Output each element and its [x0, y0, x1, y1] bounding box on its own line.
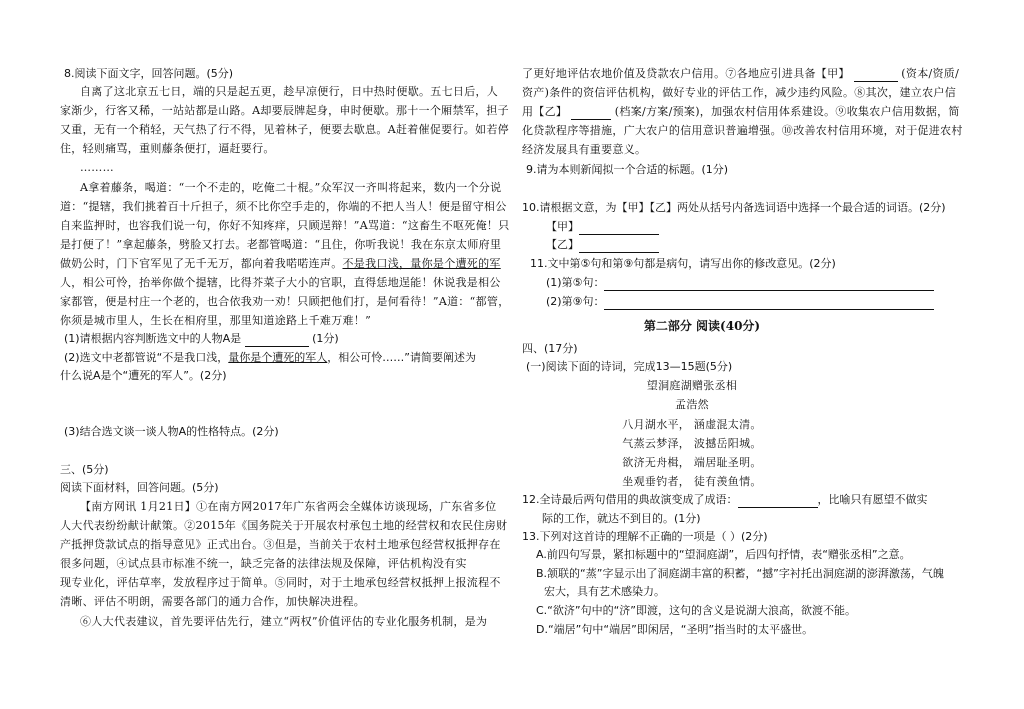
q8-q1-score: (1分) [312, 332, 339, 345]
q13-opt-c: C.“欲济”句中的“济”即渡，这句的含义是说湖大浪高，欲渡不能。 [536, 604, 856, 617]
sec3-r-line2: 资产)条件的资信评估机构，做好专业的评估工作，减少违约风险。⑧其次，建立农户信 [522, 86, 956, 99]
q8-p2-line4: 是打便了！”拿起藤条，劈脸又打去。老都管喝道：“且住，你听我说！我在东京太师府里 [60, 238, 502, 251]
q8-p1-line1: 自离了这北京五七日，端的只是起五更，趁早凉便行，日中热时便歇。五七日后，人 [80, 85, 499, 98]
q11-2-answer[interactable] [604, 297, 934, 310]
q8-q2-text-a: (2)选文中老都管说“不是我口浅， [64, 351, 229, 364]
jia-blank-inline[interactable] [854, 69, 898, 82]
q9: 9.请为本则新闻拟一个合适的标题。(1分) [526, 163, 729, 176]
poem-line-3: 欲济无舟楫， 端居耻圣明。 [622, 456, 762, 469]
q13-opt-b: B.颔联的“蒸”字显示出了洞庭湖丰富的积蓄，“撼”字衬托出洞庭湖的澎湃激荡，气魄 [536, 567, 944, 580]
q8-header: 8.阅读下面文字，回答问题。(5分) [64, 67, 234, 80]
q10-jia-label: 【甲】 [546, 220, 579, 233]
sec3-r-line1-text: 了更好地评估农地价值及贷款农户信用。⑦各地应引进具备【甲】 [522, 67, 850, 80]
poem-line-1: 八月湖水平， 涵虚混太清。 [622, 418, 762, 431]
poem-author: 孟浩然 [675, 398, 709, 411]
sec3-line6: 清晰、评估不明朗，需要各部门的通力合作，加快解决进程。 [60, 595, 366, 608]
q8-p2-line5-text: 做奶公时，门下官军见了无千无万，都向着我喏喏连声。 [60, 257, 343, 270]
sec3-r-line3-tail: (档案/方案/预案)，加强农村信用体系建设。⑨收集农户信用数据，简 [614, 105, 960, 118]
q8-p2-line1: A拿着藤条，喝道：“一个不走的，吃俺二十棍。”众军汉一齐叫将起来，数内一个分说 [80, 181, 502, 194]
q8-q1 [64, 331, 339, 347]
q8-p1-line3: 又重，无有一个稍轻，天气热了行不得，见着林子，便要去歇息。A赶着催促要行。如若停 [60, 123, 509, 136]
sec3-r-line1 [522, 66, 959, 82]
q11: 11.文中第⑤句和第⑨句都是病句，请写出你的修改意见。(2分) [530, 257, 836, 270]
sec4-header: 四、(17分) [522, 342, 578, 355]
q13-opt-a: A.前四句写景，紧扣标题中的“望洞庭湖”，后四句抒情，表“赠张丞相”之意。 [536, 548, 911, 561]
q8-q1-answer-blank[interactable] [245, 334, 309, 347]
sec3-line4: 很多问题，④试点县市标准不统一，缺乏完备的法律法规及保障，评估机构没有实 [60, 557, 467, 570]
sec3-line7: ⑥人大代表建议，首先要评估先行，建立“两权”价值评估的专业化服务机制，是为 [80, 615, 488, 628]
q8-p2-line5-underlined: 不是我口浅，量你是个遭死的军 [342, 257, 501, 270]
q8-p1-line4: 住，轻则痛骂，重则藤条便打，逼赶要行。 [60, 142, 275, 155]
sec3-r-line1-tail: (资本/资质/ [901, 67, 960, 80]
q8-p1-line2: 家渐少，行客又稀，一站站都是山路。A却要辰牌起身，申时便歇。那十一个厢禁军，担子 [60, 104, 509, 117]
sec3-header: 三、(5分) [60, 463, 109, 476]
sec4-sub1: (一)阅读下面的诗词，完成13—15题(5分) [526, 360, 733, 373]
q10-jia-answer[interactable] [579, 222, 659, 235]
q8-q2-underlined: 量你是个遭死的军人 [228, 351, 328, 364]
q11-1-answer[interactable] [604, 278, 934, 291]
q10-yi-label: 【乙】 [546, 238, 579, 251]
poem-title: 望洞庭湖赠张丞相 [646, 379, 738, 392]
q12-text-a: 12.全诗最后两句借用的典故演变成了成语： [522, 493, 738, 506]
sec3-r-line5: 经济发展具有重要意义。 [522, 143, 647, 156]
q12-line1 [522, 492, 928, 508]
q8-q3: (3)结合选文谈一谈人物A的性格特点。(2分) [64, 425, 279, 438]
poem-line-4: 坐观垂钓者， 徒有羡鱼情。 [622, 475, 762, 488]
q8-p2-line2: 道：“提辖，我们挑着百十斤担子，须不比你空手走的，你端的不把人当人！便是留守相公 [60, 200, 507, 213]
q8-p2-line5 [60, 256, 501, 272]
q10-yi-answer[interactable] [579, 240, 659, 253]
sec3-line3: 产抵押贷款试点的指导意见》正式出台。③但是，当前关于农村土地承包经营权抵押存在 [60, 538, 501, 551]
q12-text-b: ，比喻只有愿望不做实 [817, 493, 928, 506]
poem-line-2: 气蒸云梦泽， 波撼岳阳城。 [622, 437, 762, 450]
q12-line2: 际的工作，就达不到目的。(1分) [542, 512, 701, 525]
sec3-line2: 人大代表纷纷献计献策。②2015年《国务院关于开展农村承包土地的经营权和农民住房财 [60, 519, 508, 532]
q13: 13.下列对这首诗的理解不正确的一项是（ ）(2分) [522, 530, 768, 543]
q8-q1-text: (1)请根据内容判断选文中的人物A是 [64, 332, 242, 345]
yi-blank-inline[interactable] [571, 107, 611, 120]
q11-1-label: (1)第⑤句： [546, 276, 605, 289]
q8-ellipsis: ……… [80, 161, 114, 174]
sec3-instruction: 阅读下面材料，回答问题。(5分) [60, 481, 219, 494]
sec3-r-line3 [522, 104, 960, 120]
q11-2-label: (2)第⑨句： [546, 295, 605, 308]
q8-q2-text-b: ，相公可怜……”请简要阐述为 [327, 351, 476, 364]
q10-jia [546, 219, 659, 235]
q13-opt-b-cont: 宏大，具有艺术感染力。 [544, 585, 665, 598]
q10: 10.请根据文意，为【甲】【乙】两处从括号内备选词语中选择一个最合适的词语。(2分) [522, 201, 946, 214]
q8-p2-line6: 人，相公可怜，抬举你做个提辖，比得芥菜子大小的官职，直得恁地逞能！休说我是相公 [60, 276, 501, 289]
q8-p2-line8: 你须是城市里人，生长在相府里，那里知道途路上千难万难！” [60, 314, 372, 327]
q8-q2-line1 [64, 350, 476, 366]
q12-answer[interactable] [738, 495, 818, 508]
q11-2 [546, 294, 934, 310]
sec3-r-line4: 化贷款程序等措施，广大农户的信用意识普遍增强。⑩改善农村信用环境，对于促进农村 [522, 124, 963, 137]
sec3-r-line3-text: 用【乙】 [522, 105, 568, 118]
q8-p2-line3: 自来监押时，也容我们说一句，你好不知疼痒，只顾逞辩！”A骂道：“这畜生不呕死俺！只 [60, 219, 510, 232]
q10-yi [546, 237, 659, 253]
sec3-line1: 【南方网讯 1月21日】①在南方网2017年广东省两会全媒体访谈现场，广东省多位 [80, 500, 497, 513]
sec3-line5: 现专业化，评估草率，发放程序过于简单。⑤同时，对于土地承包经营权抵押上报流程不 [60, 576, 501, 589]
part2-title: 第二部分 阅读(40分) [643, 319, 761, 333]
q11-1 [546, 275, 934, 291]
q8-p2-line7: 家都管，便是村庄一个老的，也合依我劝一劝！只顾把他们打，是何看待！”A道：“都管， [60, 295, 510, 308]
q8-q2-line2: 什么说A是个“遭死的军人”。(2分) [60, 369, 227, 382]
q13-opt-d: D.“端居”句中“端居”即闲居，“圣明”指当时的太平盛世。 [536, 623, 814, 636]
